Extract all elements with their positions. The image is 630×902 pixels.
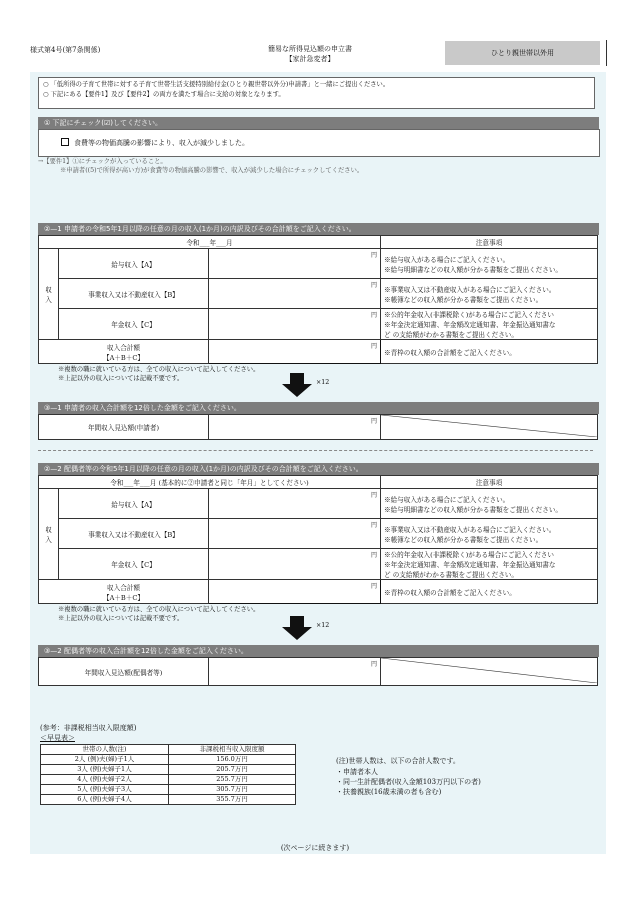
reference-note-title: (注)世帯人数は、以下の合計人数です。 xyxy=(336,757,460,765)
yen-label: 円 xyxy=(370,522,377,529)
reference-people: 2人 (例)夫(婦)子1人 xyxy=(41,755,169,765)
note-line: ※帳簿などの収入額が分かる書類をご提出ください。 xyxy=(384,295,543,304)
note-line: ど の支給額がわかる書類をご提出ください。 xyxy=(384,571,518,579)
section2-2-salary-input[interactable] xyxy=(209,489,381,519)
note-line: ※事業収入又は不動産収入がある場合にご記入ください。 xyxy=(384,525,556,534)
page-subtitle: 【家計急変者】 xyxy=(285,55,335,63)
reference-limit: 305.7万円 xyxy=(169,785,296,795)
reference-subtitle: ＜早見表＞ xyxy=(40,734,75,742)
section2-2-month[interactable]: 令和___年___月 (基本的に②申請者と同じ「年月」としてください) xyxy=(39,476,381,489)
section2-2-row-label: 給与収入【A】 xyxy=(59,489,209,519)
reference-title: (参考：非課税相当収入限度額) xyxy=(40,724,137,732)
section2-2-foot-1: ※複数の職に就いている方は、全ての収入について記入してください。 xyxy=(58,606,260,613)
section2-2-row-note xyxy=(381,549,598,580)
note-line: ※公的年金収入(非課税除く)がある場合にご記入ください xyxy=(384,311,554,319)
yen-label: 円 xyxy=(370,661,377,668)
section3-1-table xyxy=(38,414,598,440)
section2-2-row-note xyxy=(381,489,598,519)
reference-note-item: ・扶養親族(16歳未満の者も含む) xyxy=(336,788,442,796)
total-label-line: 収入合計額 xyxy=(107,583,140,592)
section2-1-foot-2: ※上記以外の収入については記載不要です。 xyxy=(58,375,184,382)
section2-1-total-label xyxy=(39,340,209,364)
down-arrow-icon xyxy=(282,373,312,397)
yen-label: 円 xyxy=(370,583,377,590)
note-line: ※給与収入がある場合にご記入ください。 xyxy=(384,255,510,264)
section2-1-row-label: 給与収入【A】 xyxy=(59,249,209,279)
reference-people: 6人 (例)夫婦子4人 xyxy=(41,795,169,805)
note-line: ど の支給額がわかる書類をご提出ください。 xyxy=(384,331,518,339)
section3-2-annual-input[interactable] xyxy=(209,658,381,686)
requirement1-instruction: ※申請者((5)で所得が高い方)が食費等の物価高騰の影響で、収入が減少した場合にチェックしてください。 xyxy=(60,167,364,174)
section2-2-row-label: 事業収入又は不動産収入【B】 xyxy=(59,519,209,549)
section3-1-blank-cell xyxy=(381,415,598,440)
section2-1-row-note xyxy=(381,249,598,279)
reference-note-item: ・同一生計配偶者(収入金額103万円以下の者) xyxy=(336,778,481,786)
note-line: ※年金決定通知書、年金額改定通知書、年金振込通知書な xyxy=(384,561,556,569)
section2-1-salary-input[interactable] xyxy=(209,249,381,279)
note-line: ※事業収入又は不動産収入がある場合にご記入ください。 xyxy=(384,285,556,294)
section2-2-pension-input[interactable] xyxy=(209,549,381,580)
yen-label: 円 xyxy=(370,492,377,499)
continued-footer: (次ページに続きます) xyxy=(280,844,350,852)
section2-1-row-label: 年金収入【C】 xyxy=(59,309,209,340)
section1-checkbox-row[interactable] xyxy=(61,138,249,148)
yen-label: 円 xyxy=(370,418,377,425)
section3-2-blank-cell xyxy=(381,658,598,686)
yen-label: 円 xyxy=(370,252,377,259)
section2-2-notes-header: 注意事項 xyxy=(381,476,598,489)
reference-col-header: 非課税相当収入限度額 xyxy=(169,745,296,755)
reference-people: 4人 (例)夫婦子2人 xyxy=(41,775,169,785)
section2-2-row-label: 年金収入【C】 xyxy=(59,549,209,580)
section3-1-annual-input[interactable] xyxy=(209,415,381,440)
checkbox-label: 食費等の物価高騰の影響により、収入が減少しました。 xyxy=(74,139,249,147)
yen-label: 円 xyxy=(370,552,377,559)
section2-1-business-input[interactable] xyxy=(209,279,381,309)
reference-note-item: ・申請者本人 xyxy=(336,768,378,776)
requirement1-note: →【要件1】①にチェックが入っていること。 xyxy=(38,158,167,165)
section2-2-multiplier: ×12 xyxy=(316,622,330,629)
checkbox-icon[interactable] xyxy=(61,138,69,146)
section2-2-table xyxy=(38,475,598,604)
section2-1-foot-1: ※複数の職に就いている方は、全ての収入について記入してください。 xyxy=(58,366,260,373)
notice-line-2: ○ 下記にある【要件1】及び【要件2】の両方を満たす場合に支給の対象となります。 xyxy=(43,90,285,98)
total-label-line: 【A＋B＋C】 xyxy=(102,593,145,602)
section2-2-total-note: ※青枠の収入額の合計額をご記入ください。 xyxy=(381,580,598,604)
section3-2-table xyxy=(38,657,598,686)
reference-table xyxy=(40,744,296,805)
section2-1-row-note xyxy=(381,309,598,340)
reference-people: 3人 (例)夫婦子1人 xyxy=(41,765,169,775)
reference-limit: 156.0万円 xyxy=(169,755,296,765)
section2-1-total-note: ※青枠の収入額の合計額をご記入ください。 xyxy=(381,340,598,364)
section-divider xyxy=(38,450,593,451)
section2-1-row-label: 事業収入又は不動産収入【B】 xyxy=(59,279,209,309)
note-line: ※年金決定通知書、年金額改定通知書、年金振込通知書な xyxy=(384,321,556,329)
section2-1-notes-header: 注意事項 xyxy=(381,236,598,249)
header-rule xyxy=(606,40,607,66)
section2-2-business-input[interactable] xyxy=(209,519,381,549)
note-line: ※給与明細書などの収入額が分かる書類をご提出ください。 xyxy=(384,505,563,514)
yen-label: 円 xyxy=(370,343,377,350)
notice-box xyxy=(38,77,595,109)
section1-box xyxy=(38,129,600,157)
reference-col-header: 世帯の人数(注) xyxy=(41,745,169,755)
section3-2-label: 年間収入見込額(配偶者等) xyxy=(39,658,209,686)
page-title: 簡易な所得見込額の申立書 xyxy=(268,45,352,53)
section2-2-total-label xyxy=(39,580,209,604)
note-line: ※給与収入がある場合にご記入ください。 xyxy=(384,495,510,504)
total-label-line: 【A＋B＋C】 xyxy=(102,353,145,362)
total-label-line: 収入合計額 xyxy=(107,343,140,352)
section2-2-foot-2: ※上記以外の収入については記載不要です。 xyxy=(58,615,184,622)
section3-1-header: ③—1 申請者の収入合計額を12倍した金額をご記入ください。 xyxy=(38,402,599,414)
section3-1-label: 年間収入見込額(申請者) xyxy=(39,415,209,440)
section2-1-row-note xyxy=(381,279,598,309)
section2-2-total-input[interactable] xyxy=(209,580,381,604)
notice-line-1: ○ 「低所得の子育て世帯に対する子育て世帯生活支援特別給付金(ひとり親世帯以外分)申請書」と一緒にご提出ください。 xyxy=(43,81,390,88)
section2-1-pension-input[interactable] xyxy=(209,309,381,340)
note-line: ※給与明細書などの収入額が分かる書類をご提出ください。 xyxy=(384,265,563,274)
note-line: ※公的年金収入(非課税除く)がある場合にご記入ください xyxy=(384,551,554,559)
section2-1-table xyxy=(38,235,598,364)
note-line: ※帳簿などの収入額が分かる書類をご提出ください。 xyxy=(384,535,543,544)
form-number: 様式第4号(第7条関係) xyxy=(30,46,101,54)
section2-1-row-group: 収入 xyxy=(39,249,59,340)
section3-2-header: ③—2 配偶者等の収入合計額を12倍した金額をご記入ください。 xyxy=(38,645,599,657)
section2-1-month[interactable]: 令和___年___月 xyxy=(39,236,381,249)
section2-1-multiplier: ×12 xyxy=(316,379,330,386)
section2-2-row-note xyxy=(381,519,598,549)
reference-limit: 205.7万円 xyxy=(169,765,296,775)
yen-label: 円 xyxy=(370,312,377,319)
yen-label: 円 xyxy=(370,282,377,289)
category-badge: ひとり親世帯以外用 xyxy=(445,41,600,65)
section2-1-header: ②—1 申請者の令和5年1月以降の任意の月の収入(1か月)の内訳及びその合計額をご記入ください。 xyxy=(38,223,599,235)
reference-people: 5人 (例)夫婦子3人 xyxy=(41,785,169,795)
reference-limit: 255.7万円 xyxy=(169,775,296,785)
reference-limit: 355.7万円 xyxy=(169,795,296,805)
section1-header: ① 下記にチェック(☑)してください。 xyxy=(38,117,599,129)
section2-2-header: ②—2 配偶者等の令和5年1月以降の任意の月の収入(1か月)の内訳及びその合計額をご記入ください。 xyxy=(38,463,599,475)
section2-2-row-group: 収入 xyxy=(39,489,59,580)
section2-1-total-input[interactable] xyxy=(209,340,381,364)
down-arrow-icon xyxy=(282,616,312,640)
